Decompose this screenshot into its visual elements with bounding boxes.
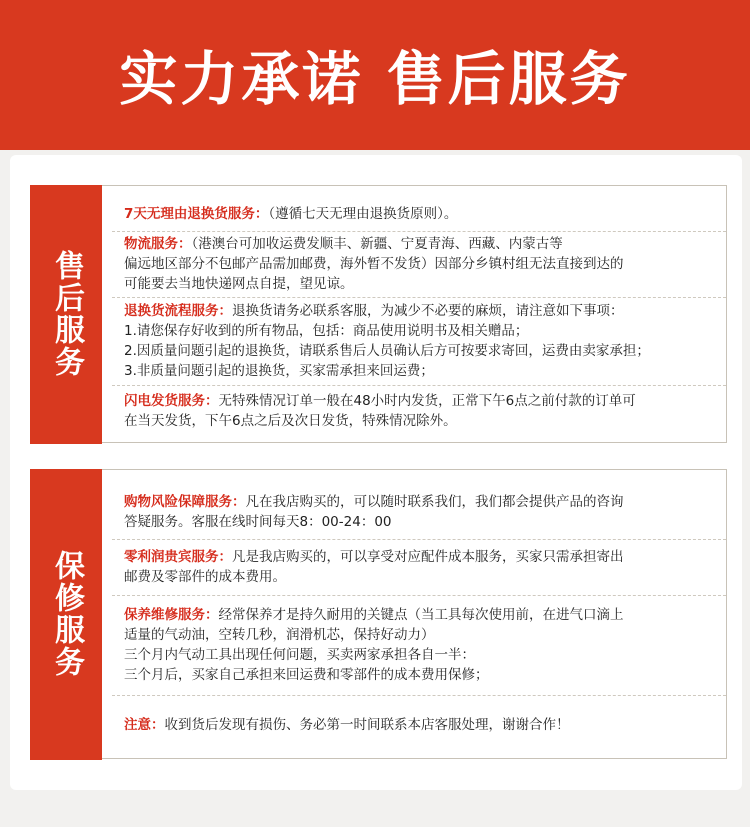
service-text: 经常保养才是持久耐用的关键点（当工具每次使用前，在进气口滴上 [218,607,624,623]
service-item-notice [124,715,716,735]
service-text: 邮费及零部件的成本费用。 [124,569,286,585]
service-item-risk-protection [124,492,716,532]
service-text: 2.因质量问题引起的退换货，请联系售后人员确认后方可按要求寄回，运费由卖家承担； [124,343,650,359]
after-sales-section [30,185,727,443]
service-text: 可能要去当地快递网点自提，望见谅。 [124,276,354,292]
service-text: 三个月内气动工具出现任何问题，买卖两家承担各自一半： [124,647,475,663]
service-item-return-process [124,301,716,381]
service-label: 7天无理由退换货服务： [124,206,269,222]
service-text: （遵循七天无理由退换货原则）。 [268,206,458,222]
dashed-divider [112,695,726,696]
service-text: 偏远地区部分不包邮产品需加邮费，海外暂不发货）因部分乡镇村组无法直接到达的 [124,256,624,272]
service-text: 3.非质量问题引起的退换货，买家需承担来回运费； [124,363,434,379]
service-item-fast-shipping [124,391,716,431]
service-text: 1.请您保存好收到的所有物品，包括：商品使用说明书及相关赠品； [124,323,529,339]
section-content [102,186,726,442]
dashed-divider [112,539,726,540]
service-text: 在当天发货，下午6点之后及次日发货，特殊情况除外。 [124,413,457,429]
dashed-divider [112,297,726,298]
service-item-maintenance [124,605,716,685]
service-label: 保养维修服务： [124,607,219,623]
warranty-section [30,469,727,759]
dashed-divider [112,231,726,232]
service-text: 凡是我店购买的，可以享受对应配件成本服务，买家只需承担寄出 [232,549,624,565]
header-banner [0,0,750,150]
service-label: 物流服务： [124,236,192,252]
service-item-return-policy [124,204,716,224]
section-side-label: 保修服务 [30,469,102,760]
section-side-label: 售后服务 [30,185,102,444]
service-label: 退换货流程服务： [124,303,232,319]
page-title: 实力承诺 售后服务 [119,45,631,113]
dashed-divider [112,595,726,596]
service-label: 注意： [124,717,165,733]
service-item-vip [124,547,716,587]
footer-strip [0,790,750,827]
service-text: 退换货请务必联系客服，为减少不必要的麻烦，请注意如下事项： [232,303,624,319]
service-text: 无特殊情况订单一般在48小时内发货，正常下午6点之前付款的订单可 [218,393,636,409]
service-text: （港澳台可加收运费发顺丰、新疆、宁夏青海、西藏、内蒙古等 [191,236,563,252]
service-text: 适量的气动油，空转几秒，润滑机芯，保持好动力） [124,627,435,643]
service-text: 凡在我店购买的，可以随时联系我们，我们都会提供产品的咨询 [245,494,624,510]
service-text: 三个月后，买家自己承担来回运费和零部件的成本费用保修； [124,667,489,683]
service-label: 购物风险保障服务： [124,494,246,510]
dashed-divider [112,385,726,386]
service-text: 答疑服务。客服在线时间每天8：00-24：00 [124,514,392,530]
service-item-logistics [124,234,716,294]
service-label: 闪电发货服务： [124,393,219,409]
section-content [102,470,726,758]
service-label: 零利润贵宾服务： [124,549,232,565]
service-text: 收到货后发现有损伤、务必第一时间联系本店客服处理，谢谢合作！ [164,717,570,733]
